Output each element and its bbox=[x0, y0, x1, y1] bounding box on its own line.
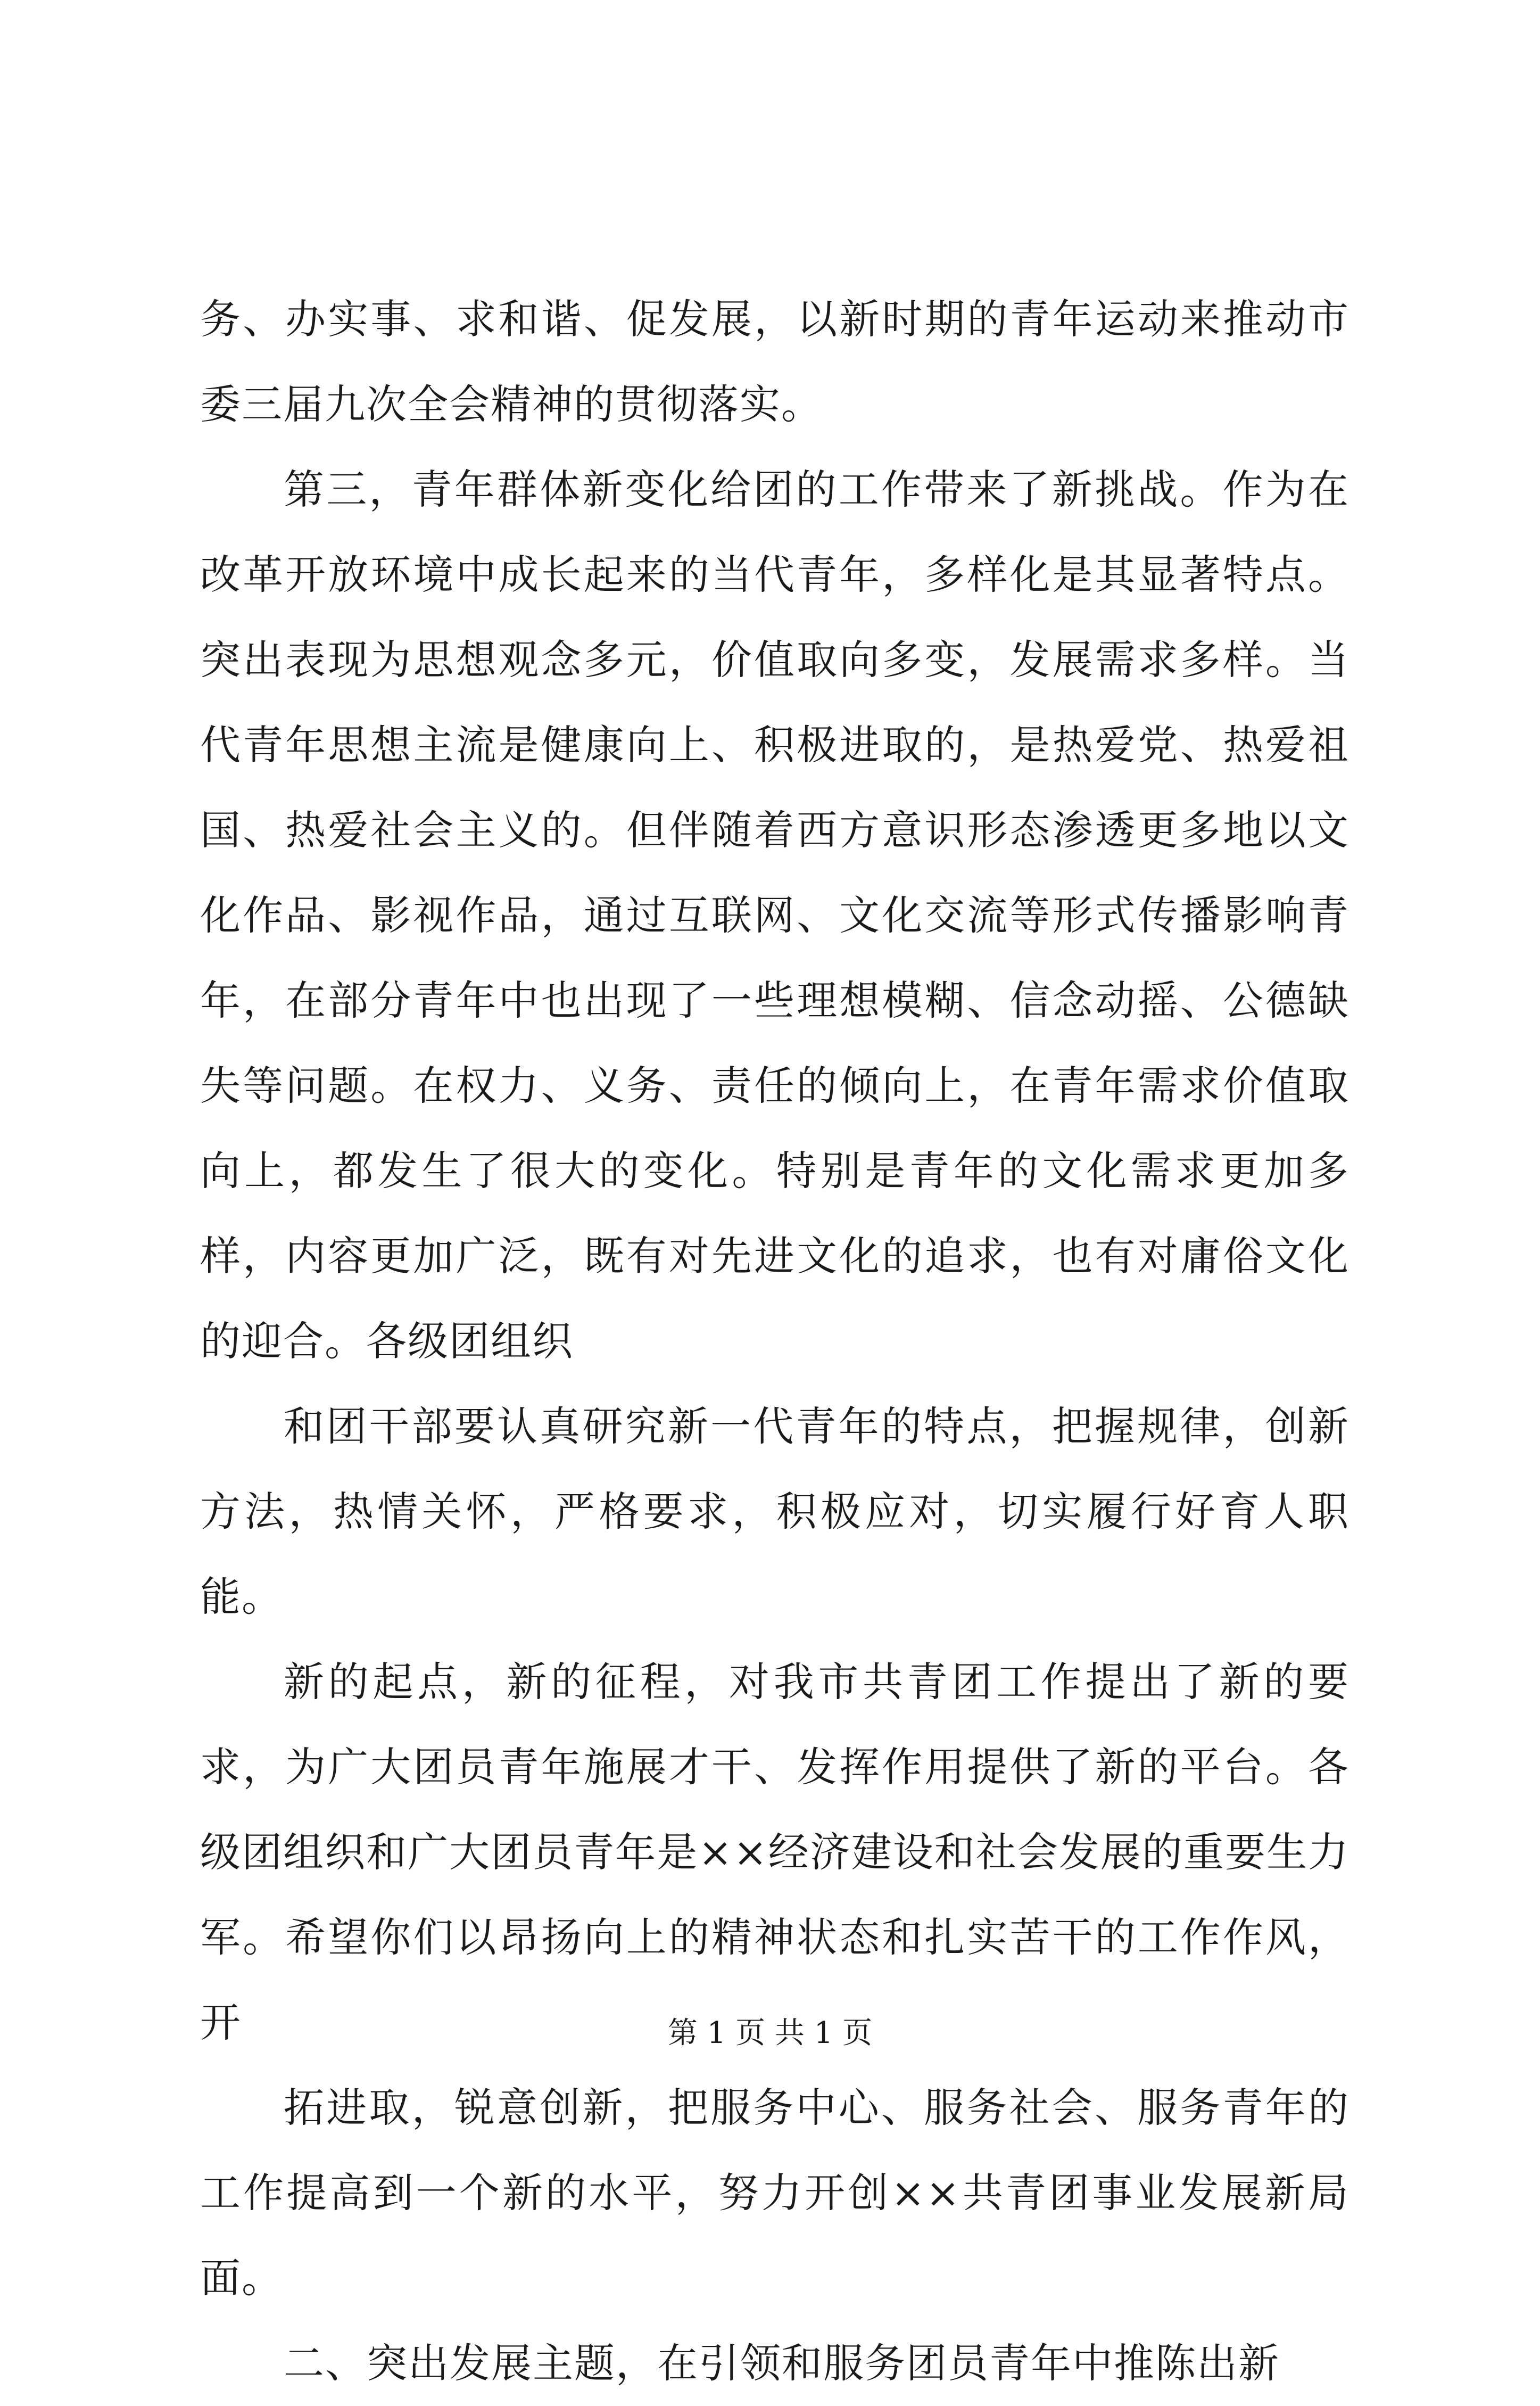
paragraph-third-point: 第三，青年群体新变化给团的工作带来了新挑战。作为在改革开放环境中成长起来的当代青年，多样化是其显著特点。突出表现为思想观念多元，价值取向多变，发展需求多样。当代青年思想主流是健康向上、积极进取的，是热爱党、热爱祖国、热爱社会主义的。但伴随着西方意识形态渗透更多地以文化作品、影视作品，通过互联网、文化交流等形式传播影响青年，在部分青年中也出现了一些理想模糊、信念动摇、公德缺失等问题。在权力、义务、责任的倾向上，在青年需求价值取向上，都发生了很大的变化。特别是青年的文化需求更加多样，内容更加广泛，既有对先进文化的追求，也有对庸俗文化的迎合。各级团组织 bbox=[200, 466, 1349, 1365]
paragraph-cadre-duty: 和团干部要认真研究新一代青年的特点，把握规律，创新方法，热情关怀，严格要求，积极应对，切实履行好育人职能。 bbox=[200, 1403, 1349, 1620]
page-footer: 第 1 页 共 1 页 bbox=[667, 2016, 873, 2050]
paragraph-continuation: 务、办实事、求和谐、促发展，以新时期的青年运动来推动市委三届九次全会精神的贯彻落实。 bbox=[200, 295, 1349, 428]
document-body bbox=[200, 277, 1349, 2406]
paragraph-new-starting-point: 新的起点，新的征程，对我市共青团工作提出了新的要求，为广大团员青年施展才干、发挥作用提供了新的平台。各级团组织和广大团员青年是××经济建设和社会发展的重要生力军。希望你们以昂扬向上的精神状态和扎实苦干的工作作风，开 bbox=[200, 1658, 1349, 2046]
paragraph-innovation: 拓进取，锐意创新，把服务中心、服务社会、服务青年的工作提高到一个新的水平，努力开创××共青团事业发展新局面。 bbox=[200, 2084, 1349, 2302]
section-heading-two: 二、突出发展主题，在引领和服务团员青年中推陈出新 bbox=[284, 2339, 1280, 2387]
